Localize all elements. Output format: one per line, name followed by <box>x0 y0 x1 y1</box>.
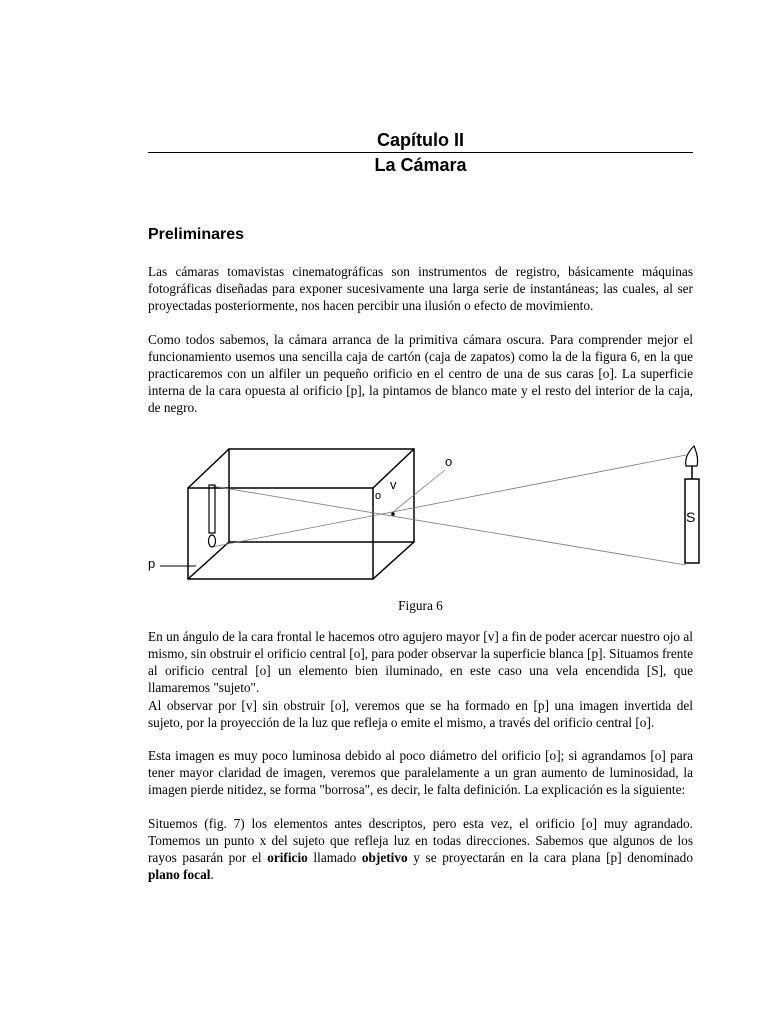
paragraph-6-text: llamado <box>307 850 362 865</box>
label-p: p <box>148 556 156 571</box>
chapter-title: La Cámara <box>374 155 467 175</box>
paragraph-6-text: Situemos (fig. 7) los elementos antes descriptos, pero esta vez, el orificio [o] muy agrandado. Tomemos un punto x del sujeto que refleja luz en todas direcciones. Sabemos que algunos de los rayos pasarán por el <box>148 816 693 865</box>
label-o-inner: o <box>375 490 382 502</box>
section-title: Preliminares <box>148 226 245 243</box>
paragraph-3: En un ángulo de la cara frontal le hacemos otro agujero mayor [v] a fin de poder acercar nuestro ojo al mismo, sin obstruir el orificio central [o], para poder observar la superficie blanca [p]. Situamos frente al orificio central [o] un elemento bien iluminado, en este caso una vela encendida [S], que llamaremos "sujeto". <box>148 629 693 695</box>
paragraph-6-text: y se proyectarán en la cara plana [p] denominado <box>407 850 693 865</box>
label-o-outer: o <box>445 454 453 469</box>
figure-6-diagram <box>140 440 720 590</box>
paragraph-5: Esta imagen es muy poco luminosa debido al poco diámetro del orificio [o]; si agrandamos [o] para tener mayor claridad de imagen, veremos que paralelamente a un gran aumento de luminosidad, la imagen pierde nitidez, se forma "borrosa", es decir, le falta definición. La explicación es la siguiente: <box>148 748 693 797</box>
chapter-heading <box>148 128 693 177</box>
paragraph-6 <box>148 815 693 883</box>
term-orificio: orificio <box>267 850 308 865</box>
pinhole-dot <box>391 512 395 516</box>
inverted-candle-image <box>209 485 216 547</box>
chapter-number: Capítulo II <box>377 130 464 150</box>
light-ray-bottom <box>212 486 686 565</box>
box-edge <box>188 449 229 488</box>
box-edge <box>188 542 229 579</box>
paragraph-4: Al observar por [v] sin obstruir [o], veremos que se ha formado en [p] una imagen invertida del sujeto, por la proyección de la luz que refleja o emite el mismo, a través del orificio central [o]. <box>148 698 693 730</box>
pointer-line-o <box>393 470 445 512</box>
term-objetivo: objetivo <box>361 850 408 865</box>
paragraph-1: Las cámaras tomavistas cinematográficas son instrumentos de registro, básicamente máquinas fotográficas diseñadas para exponer sucesivamente una larga serie de instantáneas; las cuales, al ser proyectadas posteriormente, nos hacen percibir una ilusión o efecto de movimiento. <box>148 264 693 313</box>
paragraph-2: Como todos sabemos, la cámara arranca de la primitiva cámara oscura. Para comprender mejor el funcionamiento usemos una sencilla caja de cartón (caja de zapatos) como la de la figura 6, en la que practicaremos con un alfiler un pequeño orificio en el centro de una de sus caras [o]. La superficie interna de la cara opuesta al orificio [p], la pintamos de blanco mate y el resto del interior de la caja, de negro. <box>148 332 693 415</box>
figure-caption: Figura 6 <box>398 598 443 613</box>
label-v: v <box>390 477 397 492</box>
candle-subject <box>685 446 699 563</box>
term-plano-focal: plano focal <box>148 867 211 882</box>
paragraph-6-text: . <box>210 867 214 882</box>
box-back-face <box>229 449 414 542</box>
label-s: S <box>686 509 696 525</box>
box-edge <box>373 542 414 579</box>
